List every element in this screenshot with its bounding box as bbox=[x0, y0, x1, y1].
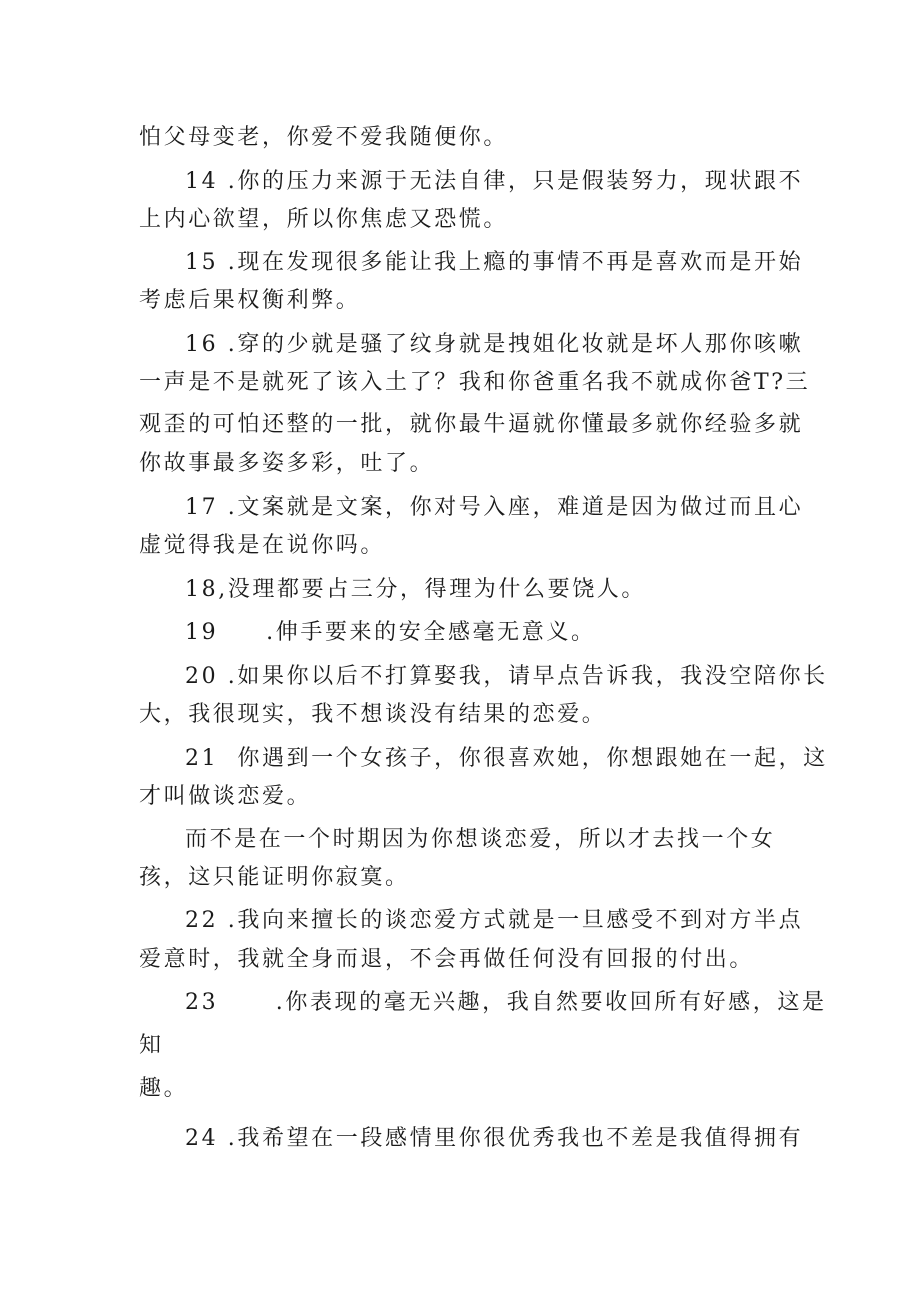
text-line: 才叫做谈恋爱。 bbox=[139, 784, 312, 809]
text-line: 20 .如果你以后不打算娶我，请早点告诉我，我没空陪你长 bbox=[185, 664, 828, 689]
text-line: 24 .我希望在一段感情里你很优秀我也不差是我值得拥有 bbox=[185, 1126, 804, 1151]
text-line: 15 .现在发现很多能让我上瘾的事情不再是喜欢而是开始 bbox=[185, 250, 804, 275]
text-line: 知 bbox=[139, 1033, 164, 1058]
text-line: 怕父母变老，你爱不爱我随便你。 bbox=[139, 125, 509, 150]
text-line: 22 .我向来擅长的谈恋爱方式就是一旦感受不到对方半点 bbox=[185, 908, 804, 933]
text-line: 你故事最多姿多彩，吐了。 bbox=[139, 451, 435, 476]
text-line: 21 你遇到一个女孩子，你很喜欢她，你想跟她在一起，这 bbox=[185, 746, 828, 771]
text-line: 18,没理都要占三分，得理为什么要饶人。 bbox=[185, 577, 646, 602]
text-line: 23 .你表现的毫无兴趣，我自然要收回所有好感，这是 bbox=[185, 990, 827, 1015]
text-line: 14 .你的压力来源于无法自律，只是假装努力，现状跟不 bbox=[185, 169, 804, 194]
text-line: 而不是在一个时期因为你想谈恋爱，所以才去找一个女 bbox=[185, 827, 776, 852]
text-line: 孩，这只能证明你寂寞。 bbox=[139, 865, 410, 890]
text-line: 16 .穿的少就是骚了纹身就是拽姐化妆就是坏人那你咳嗽 bbox=[185, 332, 804, 357]
text-line: 趣。 bbox=[139, 1076, 189, 1101]
text-line: 17 .文案就是文案，你对号入座，难道是因为做过而且心 bbox=[185, 495, 804, 520]
text-line: 19 .伸手要来的安全感毫无意义。 bbox=[185, 620, 596, 645]
text-line: 大，我很现实，我不想谈没有结果的恋爱。 bbox=[139, 702, 607, 727]
text-line: 观歪的可怕还整的一批，就你最牛逼就你懂最多就你经验多就 bbox=[139, 412, 804, 437]
text-line: 爱意时，我就全身而退，不会再做任何没有回报的付出。 bbox=[139, 947, 755, 972]
text-line: 虚觉得我是在说你吗。 bbox=[139, 533, 386, 558]
text-line: 上内心欲望，所以你焦虑又恐慌。 bbox=[139, 207, 509, 232]
text-line: 考虑后果权衡利弊。 bbox=[139, 288, 361, 313]
text-line: 一声是不是就死了该入土了？我和你爸重名我不就成你爸T?三 bbox=[139, 370, 811, 395]
